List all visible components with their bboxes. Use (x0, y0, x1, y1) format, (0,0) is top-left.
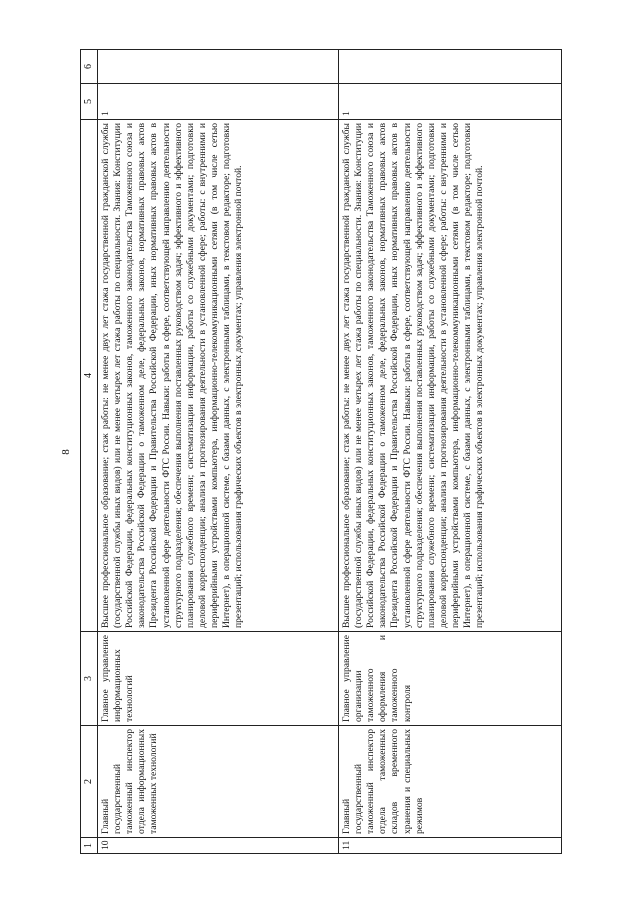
header-row (81, 50, 98, 854)
department-name: Главное управление организации таможенного оформления и таможенного контроля (339, 632, 562, 726)
header-cell-5: 5 (81, 84, 98, 120)
table-row (339, 50, 562, 854)
empty-cell (98, 50, 339, 84)
count-cell: 1 (98, 84, 339, 120)
page-number: 8 (60, 449, 72, 455)
table-row (98, 50, 339, 854)
qualification-requirements: Высшее профессиональное образование; стаж работы: не менее двух лет стажа государственной гражданской службы (государственной службы иных видов) или не менее четырех лет стажа работы по специальности. Знания: Конституции Российской Федерации, федеральных конституционных законов, таможенного законодательства Таможенного союза и законодательства Российской Федерации о таможенном деле, федеральных законов, нормативных правовых актов Президента Российской Федерации и Правительства Российской Федерации, иных нормативных правовых актов в установленной сфере деятельности ФТС России. Навыки: работы в сфере, соответствующей направлению деятельности структурного подразделения; обеспечения выполнения поставленных руководством задач; эффективного и эффективного планирования служебного времени; систематизации информации, работы со служебными документами; подготовки деловой корреспонденции; анализа и прогнозирования деятельности в установленной сфере; работы: с внутренними и периферийными устройствами компьютера, информационно-телекоммуникационными сетями (в том числе сетью Интернет), в операционной системе, с базами данных, с электронными таблицами, в текстовом редакторе; подготовки презентаций; использования графических объектов в электронных документах; управления электронной почтой. (98, 120, 339, 632)
row-number: 10 (98, 838, 339, 854)
header-cell-2: 2 (81, 726, 98, 838)
qualification-requirements: Высшее профессиональное образование; стаж работы: не менее двух лет стажа государственной гражданской службы (государственной службы иных видов) или не менее четырех лет стажа работы по специальности. Знания: Конституции Российской Федерации, федеральных конституционных законов, таможенного законодательства Таможенного союза и законодательства Российской Федерации о таможенном деле, федеральных законов, нормативных правовых актов Президента Российской Федерации и Правительства Российской Федерации, иных нормативных правовых актов в установленной сфере деятельности ФТС России. Навыки: работы в сфере, соответствующей направлению деятельности структурного подразделения; обеспечения выполнения поставленных руководством задач; эффективного и эффективного планирования служебного времени; систематизации информации, работы со служебными документами; подготовки деловой корреспонденции; анализа и прогнозирования деятельности в установленной сфере; работы: с внутренними и периферийными устройствами компьютера, информационно-телекоммуникационными сетями (в том числе сетью Интернет), в операционной системе, с базами данных, с электронными таблицами, в текстовом редакторе; подготовки презентаций; использования графических объектов в электронных документах; управления электронной почтой. (339, 120, 562, 632)
positions-table (80, 49, 562, 854)
position-title: Главный государственный таможенный инспектор отдела таможенных складов временного хранения и специальных режимов (339, 726, 562, 838)
rotated-content (40, 42, 600, 862)
header-cell-1: 1 (81, 838, 98, 854)
header-cell-3: 3 (81, 632, 98, 726)
count-cell: 1 (339, 84, 562, 120)
header-cell-6: 6 (81, 50, 98, 84)
header-cell-4: 4 (81, 120, 98, 632)
department-name: Главное управление информационных технологий (98, 632, 339, 726)
empty-cell (339, 50, 562, 84)
position-title: Главный государственный таможенный инспектор отдела информационных таможенных технологий (98, 726, 339, 838)
row-number: 11 (339, 838, 562, 854)
